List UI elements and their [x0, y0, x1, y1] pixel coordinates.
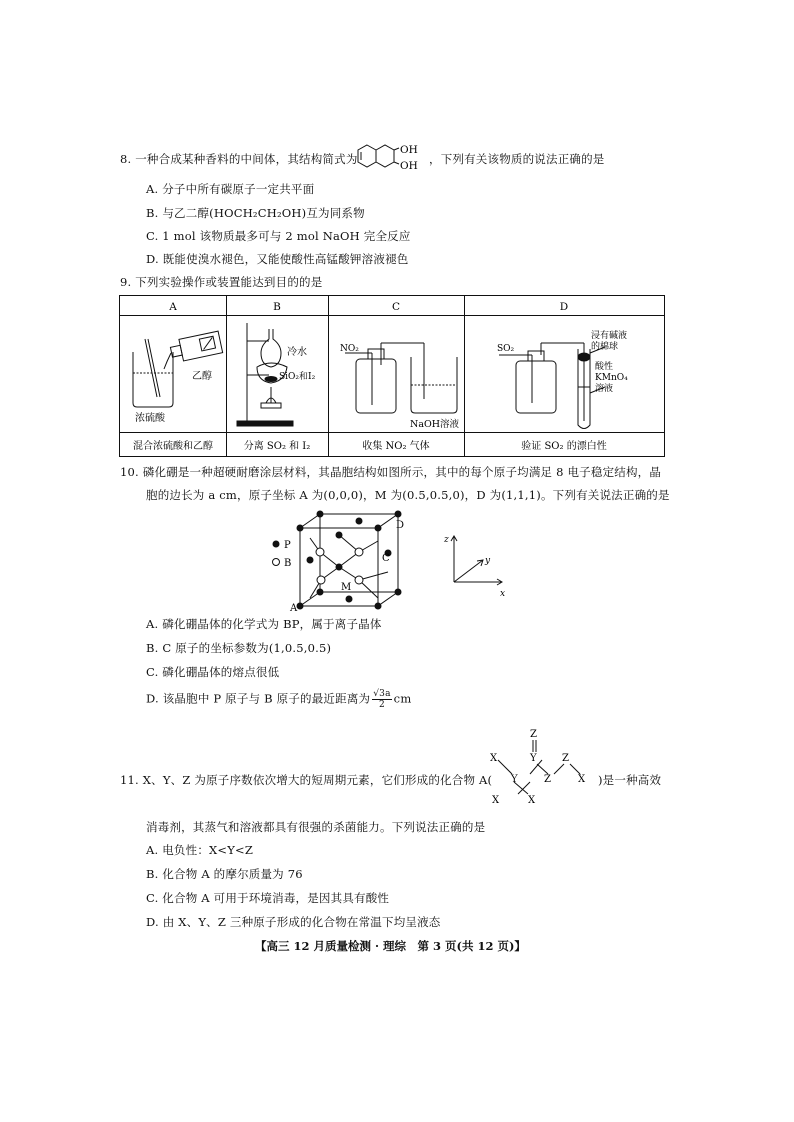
q10-option-d-unit: cm: [393, 691, 412, 706]
label-solution: 溶液: [595, 384, 614, 394]
q8-stem-prefix: 8. 一种合成某种香料的中间体，其结构简式为: [120, 152, 358, 166]
label-sio2-i2: SiO₂和I₂: [279, 372, 316, 382]
caption-b: 分离 SO₂ 和 I₂: [243, 441, 311, 452]
q9-stem: 9. 下列实验操作或装置能达到目的的是: [120, 275, 323, 289]
table-header-a: A: [169, 301, 177, 313]
q11-stem-prefix: 11. X、Y、Z 为原子序数依次增大的短周期元素，它们形成的化合物 A(: [120, 773, 493, 787]
q10-option-d: [146, 689, 411, 710]
q11-option-a: A. 电负性：X<Y<Z: [146, 843, 254, 857]
struct-atom-y-top: Y: [530, 753, 537, 764]
q10-stem-line-1: 10. 磷化硼是一种超硬耐磨涂层材料，其晶胞结构如图所示，其中的每个原子均满足 8 电子稳定结构，晶: [120, 465, 662, 479]
q9-apparatus-table: [119, 295, 665, 457]
apparatus-d: [499, 343, 605, 429]
struct-atom-x-upper-left: X: [490, 753, 498, 764]
struct-atom-x-right: X: [578, 774, 586, 785]
table-header-c: C: [391, 301, 401, 313]
fraction-numerator: √3a: [373, 689, 391, 699]
caption-a: 混合浓硫酸和乙醇: [133, 441, 213, 452]
struct-atom-y-center: Y: [511, 774, 518, 785]
legend-p-label: P: [284, 540, 291, 551]
q8-option-c: C. 1 mol 该物质最多可与 2 mol NaOH 完全反应: [146, 229, 411, 243]
struct-atom-z-center: Z: [544, 774, 551, 785]
label-soaked-cotton-2: 的棉球: [591, 342, 619, 352]
legend-b-dot: [273, 559, 280, 566]
caption-d: 验证 SO₂ 的漂白性: [521, 441, 607, 452]
label-conc-sulfuric: 浓硫酸: [135, 413, 165, 424]
label-naoh-solution: NaOH溶液: [410, 419, 460, 430]
label-cold-water: 冷水: [287, 347, 307, 358]
label-kmno4: KMnO₄: [595, 373, 628, 383]
q8-option-a: A. 分子中所有碳原子一定共平面: [146, 182, 315, 196]
apparatus-a: [133, 331, 223, 407]
distance-fraction: [372, 689, 391, 710]
apparatus-c: [345, 343, 457, 413]
unit-cell-diagram: [262, 508, 522, 612]
q11-option-d: D. 由 X、Y、Z 三种原子形成的化合物在常温下均呈液态: [146, 915, 441, 929]
axis-label-y: y: [485, 556, 491, 566]
q8-oh-label-2: OH: [400, 160, 418, 172]
q11-option-c: C. 化合物 A 可用于环境消毒，是因其具有酸性: [146, 891, 390, 905]
q10-option-b: B. C 原子的坐标参数为(1,0.5,0.5): [146, 641, 332, 655]
q10-stem-line-2: 胞的边长为 a cm，原子坐标 A 为(0,0,0)，M 为(0.5,0.5,0)，D 为(1,1,1)。下列有关说法正确的是: [146, 488, 670, 502]
axis-label-z: z: [444, 535, 449, 545]
struct-atom-x-lower-left: X: [492, 795, 500, 806]
q10-option-c: C. 磷化硼晶体的熔点很低: [146, 665, 280, 679]
legend-p-dot: [273, 541, 280, 548]
label-ethanol: 乙醇: [192, 371, 212, 382]
atom-label-a: A: [290, 603, 298, 612]
q8-oh-label-1: OH: [400, 144, 418, 156]
q8-stem-suffix: ，下列有关该物质的说法正确的是: [429, 152, 605, 166]
coordinate-axes: [451, 536, 502, 585]
struct-atom-z-top: Z: [530, 729, 537, 740]
q10-option-a: A. 磷化硼晶体的化学式为 BP，属于离子晶体: [146, 617, 382, 631]
struct-atom-z-right: Z: [562, 753, 569, 764]
table-header-b: B: [273, 301, 281, 313]
legend-b-label: B: [284, 558, 292, 569]
q8-structure-diagram: [357, 141, 429, 173]
label-so2: SO₂: [497, 344, 515, 354]
struct-atom-x-lower-mid: X: [528, 795, 536, 806]
q11-stem-line-2: 消毒剂，其蒸气和溶液都具有很强的杀菌能力。下列说法正确的是: [146, 820, 486, 834]
caption-c: 收集 NO₂ 气体: [362, 441, 430, 452]
q8-option-d: D. 既能使溴水褪色，又能使酸性高锰酸钾溶液褪色: [146, 252, 409, 266]
q11-stem-suffix: )是一种高效: [598, 773, 662, 787]
axis-label-x: x: [500, 589, 506, 599]
q11-compound-structure: [486, 724, 600, 808]
label-no2: NO₂: [340, 344, 359, 354]
label-soaked-cotton-1: 浸有碱液: [591, 331, 628, 341]
atom-label-m: M: [341, 582, 352, 593]
table-header-d: D: [559, 301, 569, 313]
q10-option-d-text: D. 该晶胞中 P 原子与 B 原子的最近距离为: [146, 691, 371, 706]
q11-option-b: B. 化合物 A 的摩尔质量为 76: [146, 867, 303, 881]
q8-option-b: B. 与乙二醇(HOCH₂CH₂OH)互为同系物: [146, 206, 365, 220]
label-acidic: 酸性: [595, 362, 614, 372]
page-footer: 【高三 12 月质量检测 · 理综 第 3 页(共 12 页)】: [255, 939, 526, 953]
atom-label-c: C: [382, 553, 390, 564]
fraction-denominator: 2: [378, 700, 385, 710]
atom-label-d: D: [396, 520, 405, 531]
